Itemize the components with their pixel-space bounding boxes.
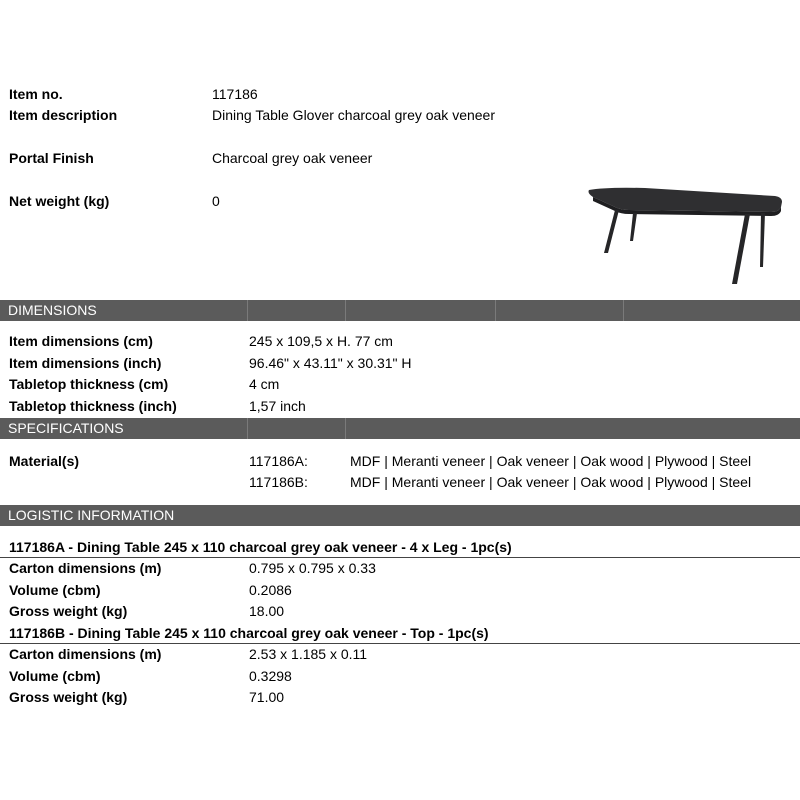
logistic-section-header bbox=[0, 505, 800, 526]
dimensions-row-value: 1,57 inch bbox=[249, 398, 306, 414]
logistic-row-value: 71.00 bbox=[249, 689, 285, 705]
material-label: Material(s) bbox=[9, 453, 80, 469]
header-divider bbox=[345, 418, 346, 439]
logistic-row-value: 2.53 x 1.185 x 0.11 bbox=[249, 646, 368, 662]
dimensions-row-label: Item dimensions (inch) bbox=[9, 355, 162, 371]
logistic-title: LOGISTIC INFORMATION bbox=[8, 507, 175, 523]
logistic-row-value: 0.795 x 0.795 x 0.33 bbox=[249, 560, 376, 576]
net-weight-value: 0 bbox=[212, 193, 220, 209]
logistic-row-value: 0.3298 bbox=[249, 668, 292, 684]
package-divider bbox=[0, 643, 800, 644]
logistic-row-label: Carton dimensions (m) bbox=[9, 646, 162, 662]
portal-finish-label: Portal Finish bbox=[9, 150, 94, 166]
dimensions-row-value: 245 x 109,5 x H. 77 cm bbox=[249, 333, 393, 349]
item-description-value: Dining Table Glover charcoal grey oak veneer bbox=[212, 107, 496, 123]
item-no-label: Item no. bbox=[9, 86, 63, 102]
material-code: 117186B: bbox=[249, 474, 308, 490]
logistic-row-value: 0.2086 bbox=[249, 582, 292, 598]
logistic-row-label: Gross weight (kg) bbox=[9, 689, 128, 705]
logistic-row-value: 18.00 bbox=[249, 603, 285, 619]
package-divider bbox=[0, 557, 800, 558]
header-divider bbox=[345, 300, 346, 321]
dining-table-image bbox=[585, 185, 785, 290]
specifications-title: SPECIFICATIONS bbox=[8, 420, 124, 436]
package-heading: 117186B - Dining Table 245 x 110 charcoal grey oak veneer - Top - 1pc(s) bbox=[9, 625, 489, 641]
package-heading: 117186A - Dining Table 245 x 110 charcoal grey oak veneer - 4 x Leg - 1pc(s) bbox=[9, 539, 512, 555]
dimensions-section-header bbox=[0, 300, 800, 321]
header-divider bbox=[623, 300, 624, 321]
item-no-value: 117186 bbox=[212, 86, 258, 102]
logistic-row-label: Volume (cbm) bbox=[9, 668, 101, 684]
item-description-label: Item description bbox=[9, 107, 118, 123]
header-divider bbox=[247, 418, 248, 439]
material-code: 117186A: bbox=[249, 453, 308, 469]
specifications-section-header bbox=[0, 418, 800, 439]
material-list: MDF | Meranti veneer | Oak veneer | Oak wood | Plywood | Steel bbox=[350, 453, 752, 469]
header-divider bbox=[247, 300, 248, 321]
logistic-row-label: Gross weight (kg) bbox=[9, 603, 128, 619]
dimensions-title: DIMENSIONS bbox=[8, 302, 97, 318]
dimensions-row-label: Tabletop thickness (inch) bbox=[9, 398, 177, 414]
dimensions-row-value: 96.46" x 43.11" x 30.31" H bbox=[249, 355, 412, 371]
dimensions-row-value: 4 cm bbox=[249, 376, 280, 392]
net-weight-label: Net weight (kg) bbox=[9, 193, 110, 209]
material-list: MDF | Meranti veneer | Oak veneer | Oak wood | Plywood | Steel bbox=[350, 474, 752, 490]
dimensions-row-label: Item dimensions (cm) bbox=[9, 333, 153, 349]
header-divider bbox=[495, 300, 496, 321]
portal-finish-value: Charcoal grey oak veneer bbox=[212, 150, 373, 166]
logistic-row-label: Volume (cbm) bbox=[9, 582, 101, 598]
dimensions-row-label: Tabletop thickness (cm) bbox=[9, 376, 169, 392]
logistic-row-label: Carton dimensions (m) bbox=[9, 560, 162, 576]
